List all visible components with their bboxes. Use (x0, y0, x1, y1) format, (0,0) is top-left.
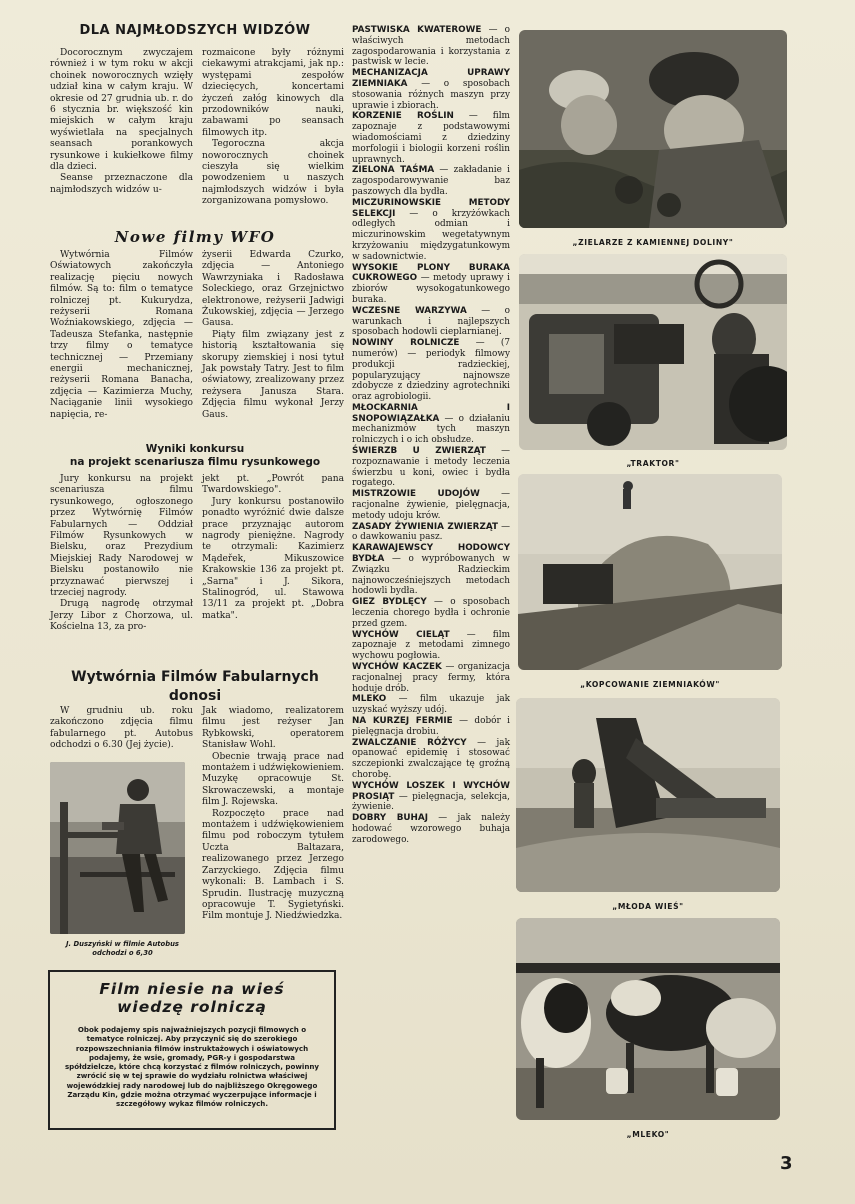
article-text (50, 706, 193, 752)
paragraph: Seanse przeznaczone dla najmłodszych widzów u- (50, 173, 193, 195)
film-description: — dobór i pielęgnacja drobiu. (352, 716, 511, 737)
film-description: — o właściwych metodach zagospodarowania i korzystania z pastwisk w lecie. (352, 25, 510, 68)
film-description: — (7 numerów) — periodyk filmowy produkcji radzieckiej, popularyzujący najnowsze zdobycze z dziedziny agrotechniki oraz agrobiologii. (352, 338, 510, 403)
film-title: ŚWIERZB U ZWIERZĄT (352, 446, 486, 457)
film-list-item (352, 738, 510, 781)
title-line: Film niesie na wieś (99, 980, 285, 998)
paragraph: Piąty film związany jest z historią kształtowania się skorupy ziemskiej i nosi tytuł Jak powstały Tatry. Jest to film oświatowy, zrealizowany przez reżysera Janusza Stara. Zdjęcia filmu wykonał Jerzy Gaus. (202, 329, 344, 420)
film-description: — o dawkowaniu pasz. (352, 521, 510, 543)
film-title: WYCHÓW LOSZEK I WYCHÓW PROSIĄT (352, 780, 510, 802)
paragraph: jekt pt. „Powrót pana Twardowskiego". (202, 474, 344, 496)
film-list-item (352, 446, 510, 489)
section-title-wyniki-konkursu (50, 443, 340, 469)
film-title: MICZURINOWSKIE METODY SELEKCJI (352, 197, 510, 219)
paragraph: W grudniu ub. roku zakończono zdjęcia filmu fabularnego pt. Autobus odchodzi o 6.30 (Jej życie). (50, 706, 193, 751)
film-title: ZWALCZANIE RÓŻYCY (352, 737, 467, 748)
film-title: MŁOCKARNIA I SNOPOWIĄZAŁKA (352, 402, 510, 424)
agricultural-film-list (352, 25, 510, 846)
film-description: — zakładanie i zagospodarowywanie baz paszowych dla bydła. (352, 165, 510, 197)
film-title: NA KURZEJ FERMIE (352, 716, 453, 726)
paragraph: Tegoroczna akcja noworocznych choinek cieszyła się wielkim powodzeniem u naszych najmłodszych widzów i była zorganizowana pomysłowo. (202, 139, 344, 207)
photo-traktor (519, 254, 787, 450)
film-list-item (352, 198, 510, 263)
paragraph: rozmaicone były różnymi ciekawymi atrakcjami, jak np.: występami zespołów dziecięcych, koncertami życzeń załóg kinowych dla przodowników nauki, zabawami po seansach filmowych itp. (202, 48, 344, 138)
paragraph: Rozpoczęto prace nad montażem i udźwiękowieniem filmu pod roboczym tytułem Uczta Baltazara, realizowanego przez Jerzego Zarzyckiego. Zdjęcia filmu wykonali: B. Lambach i S. Sprudin. Ilustrację muzyczną opracowuje T. Sygietyński. Film montuje J. Niedźwiedzka. (202, 808, 344, 922)
film-description: — film ukazuje jak uzyskać wyższy udój. (352, 694, 510, 716)
film-description: — organizacja racjonalnej pracy fermy, która hoduje drób. (352, 662, 510, 694)
film-description: — jak należy hodować wzorowego buhaja zarodowego. (352, 813, 510, 845)
film-title: KARAWAJEWSCY HODOWCY BYDŁA (352, 543, 510, 565)
film-title: MECHANIZACJA UPRAWY ZIEMNIAKA (352, 68, 510, 89)
article-text (202, 474, 344, 622)
paragraph: Jak wiadomo, realizatorem filmu jest reżyser Jan Rybkowski, operatorem Stanisław Wohl. (202, 706, 344, 751)
section-title-wff-donosi: Wytwórnia Filmów Fabularnych donosi (71, 669, 319, 704)
article-text (202, 250, 344, 421)
film-title: MISTRZOWIE UDOJÓW (352, 489, 480, 500)
film-title: WYSOKIE PLONY BURAKA CUKROWEGO (352, 262, 510, 284)
title-line: wiedzę rolniczą (117, 998, 267, 1016)
section-title-dla-najmlodszych: DLA NAJMŁODSZYCH WIDZÓW (79, 23, 311, 38)
film-list-item (352, 781, 510, 813)
photo-duszynski (50, 762, 185, 934)
article-text (202, 706, 344, 923)
film-list-item (352, 813, 510, 845)
film-list-item (352, 111, 510, 165)
film-title: NOWINY ROLNICZE (352, 338, 460, 349)
film-description: — o sposobach stosowania różnych maszyn przy uprawie i zbiorach. (352, 78, 510, 111)
film-list-item (352, 165, 510, 197)
film-title: GIEZ BYDLĘCY (352, 597, 427, 608)
section-title-nowe-filmy: Nowe filmy WFO (114, 228, 276, 246)
film-title: WYCHÓW KACZEK (352, 662, 442, 673)
film-title: WYCHÓW CIELĄT (352, 629, 450, 640)
article-text (202, 48, 344, 208)
film-title: DOBRY BUHAJ (352, 813, 428, 824)
paragraph: Jury konkursu na projekt scenariusza filmu rysunkowego, ogłoszonego przez Wytwórnię Filmów Fabularnych — Oddział Filmów Rysunkowych w Bielsku, oraz Prezydium Miejskiej Rady Narodowej w Bielsku postanowiło nie przyznawać pierwszej i trzeciej nagrody. (50, 474, 193, 599)
paragraph: żyserii Edwarda Czurko, zdjęcia — Antoniego Wawrzyniaka i Radosława Soleckiego, oraz Grzejnictwo elektronowe, reżyserii Jadwigi Żukowskiej, zdjęcia — Jerzego Gausa. (202, 250, 344, 329)
film-description: — pielęgnacja, selekcja, żywienie. (352, 791, 510, 813)
paragraph: Jury konkursu postanowiło ponadto wyróżnić dwie dalsze prace przyznając autorom nagrody pieniężne. Nagrody te otrzymali: Kazimierz Mądeřek, Mikuszowice Krakowskie 136 za projekt pt. „Sarna" i J. Sikora, Stalinogród, ul. Stawowa 13/11 za projekt pt. „Dobra matka". (202, 496, 344, 621)
photo-zielarze (519, 30, 787, 228)
paragraph: Drugą nagrodę otrzymał Jerzy Libor z Chorzowa, ul. Kościelna 13, za pro- (50, 599, 193, 633)
film-title: ZASADY ŻYWIENIA ZWIERZĄT (352, 521, 498, 532)
article-text (50, 474, 193, 634)
film-description: — jak opanować epidemię i stosować szczepionki zwalczające tę groźną chorobę. (352, 737, 510, 780)
film-list-item (352, 522, 510, 544)
film-list-item (352, 403, 510, 446)
photo-caption: „MŁODA WIEŚ" (612, 902, 684, 911)
film-description: — film zapoznaje z metodami zimnego wychowu pogłowia. (352, 629, 510, 662)
film-list-item (352, 597, 510, 629)
film-title: MLEKO (352, 694, 387, 705)
film-description: — o wypróbowanych w Związku Radzieckim najnowocześniejszych metodach hodowli bydła. (352, 554, 510, 597)
film-title: ZIELONA TAŚMA (352, 165, 435, 176)
paragraph: Obecnie trwają prace nad montażem i udźwiękowieniem. Muzykę opracowuje St. Skrowaczewski, a montaje film J. Rojewska. (202, 751, 344, 808)
film-description: — o krzyżówkach odległych odmian i miczurinowskim wegetatywnym krzyżowaniu międzygatunkowym w sadownictwie. (352, 208, 510, 262)
photo-kopcowanie (518, 474, 782, 670)
film-list-item (352, 716, 510, 738)
film-list-item (352, 263, 510, 306)
film-list-item (352, 662, 510, 694)
title-line: na projekt scenariusza filmu rysunkowego (69, 456, 321, 468)
film-description: — rozpoznawanie i metody leczenia świerzbu u koni, owiec i bydła rogatego. (352, 446, 511, 489)
box-title (62, 980, 322, 1016)
paragraph: Docorocznym zwyczajem również i w tym roku w akcji choinek noworocznych wzięły udział kina w całym kraju. W okresie od 27 grudnia ub. r. do 6 stycznia br. większość kin miejskich w całym kraju wyświetlała na specjalnych seansach porankowych rysunkowe i kukiełkowe filmy dla dzieci. (50, 48, 193, 173)
photo-caption: „KOPCOWANIE ZIEMNIAKÓW" (580, 680, 720, 689)
article-text (50, 250, 193, 421)
film-list-item (352, 338, 510, 403)
photo-mleko (516, 918, 780, 1120)
film-title: WCZESNE WARZYWA (352, 305, 467, 316)
film-description: — o sposobach leczenia chorego bydła i ochronie przed gzem. (352, 597, 511, 629)
film-description: — racjonalne żywienie, pielęgnacja, metody udoju krów. (352, 489, 510, 521)
film-list-item (352, 694, 510, 716)
film-title: KORZENIE ROŚLIN (352, 111, 454, 122)
film-description: — metody uprawy i zbiorów wysokogatunkowego buraka. (352, 273, 510, 305)
film-description: — film zapoznaje z podstawowymi wiadomościami z dziedziny morfologii i biologii korzeni roślin uprawnych. (352, 111, 510, 165)
photo-caption: „ZIELARZE Z KAMIENNEJ DOLINY" (572, 238, 734, 247)
box-body: Obok podajemy spis najważniejszych pozycji filmowych o tematyce rolniczej. Aby przyczynić się do szerokiego rozpowszechniania filmów instruktażowych i oświatowych podajemy, że wsie, gromady, PGR-y i gospodarstwa spółdzielcze, które chcą korzystać z filmów rolniczych, powinny zwrócić się w tej sprawie do wydziału rolnictwa właściwej wojewódzkiej rady narodowej lub do najbliższego Okręgowego Zarządu Kin, gdzie można otrzymać wyczerpujące informacje i szczegółowy wykaz filmów rolniczych. (64, 1025, 320, 1109)
film-list-item (352, 25, 510, 68)
film-list-item (352, 543, 510, 597)
film-list-item (352, 306, 510, 338)
photo-mloda-wies (516, 698, 780, 892)
photo-caption: „MLEKO" (626, 1130, 670, 1139)
page-number: 3 (780, 1153, 793, 1174)
film-description: — o warunkach i najlepszych sposobach hodowli cieplarnianej. (352, 305, 510, 338)
info-box-film-niesie (48, 970, 336, 1130)
film-title: PASTWISKA KWATEROWE (352, 25, 482, 35)
film-list-item (352, 68, 510, 111)
film-list-item (352, 489, 510, 521)
film-list-item (352, 630, 510, 662)
title-line: Wyniki konkursu (145, 443, 245, 455)
film-description: — o działaniu mechanizmów tych maszyn rolniczych i o ich obsłudze. (352, 413, 510, 446)
paragraph: Wytwórnia Filmów Oświatowych zakończyła realizację pięciu nowych filmów. Są to: film o tematyce rolniczej pt. Kukurydza, reżyserii Romana Woźniakowskiego, zdjęcia — Tadeusza Stefanka, następnie trzy filmy o tematyce technicznej — Przemiany energii mechanicznej, reżyserii Romana Banacha, zdjęcia — Kazimierza Muchy, Naciąganie linii wysokiego napięcia, re- (50, 250, 193, 420)
photo-caption: „TRAKTOR" (626, 459, 680, 468)
photo-caption: J. Duszyński w filmie Autobus odchodzi o 6,30 (66, 940, 179, 957)
article-text (50, 48, 193, 196)
